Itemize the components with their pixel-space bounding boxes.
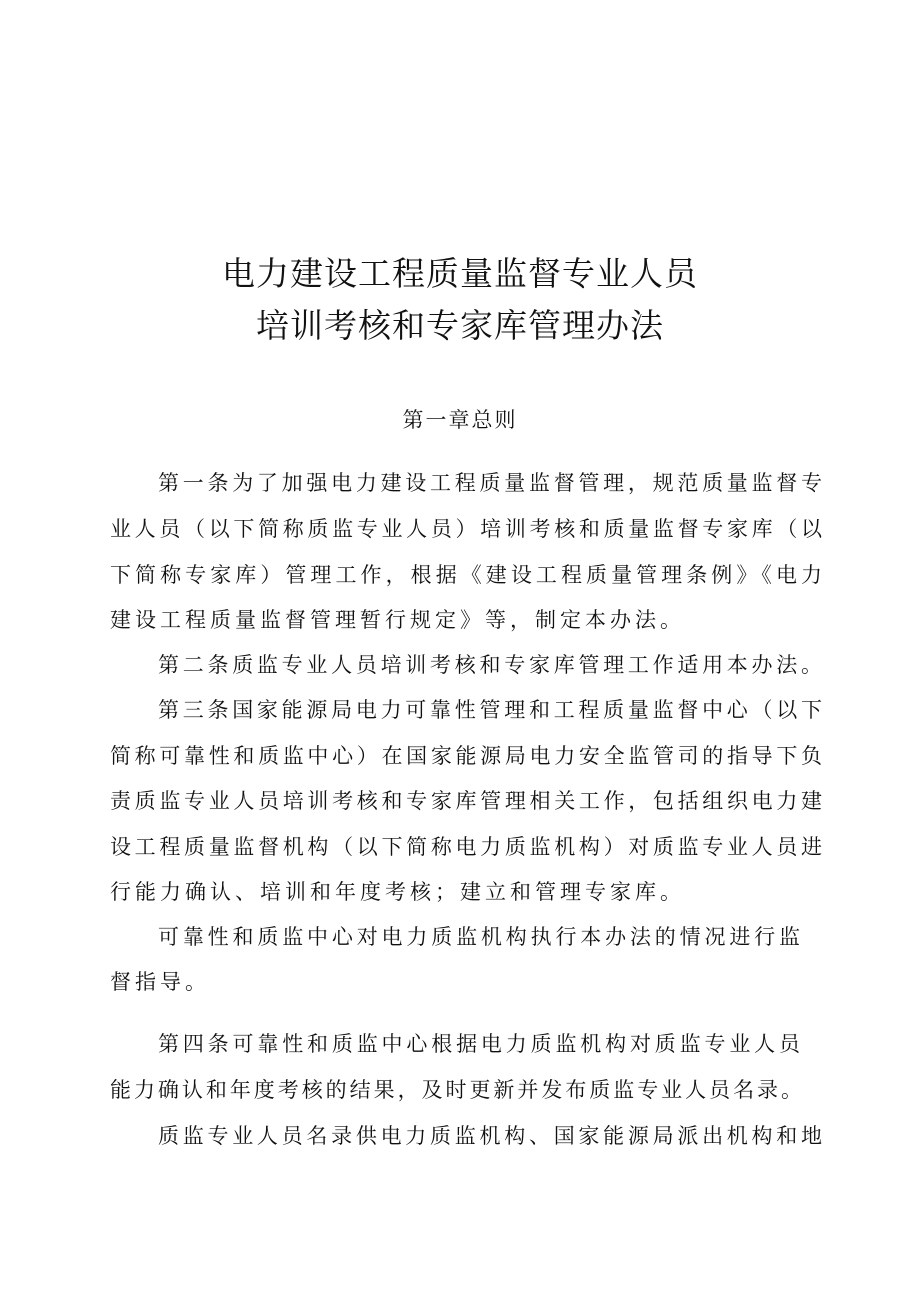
body-text-line: 责质监专业人员培训考核和专家库管理相关工作，包括组织电力建 bbox=[110, 789, 822, 813]
body-text-line: 第三条国家能源局电力可靠性管理和工程质量监督中心（以下 bbox=[158, 698, 822, 722]
body-text-line: 可靠性和质监中心对电力质监机构执行本办法的情况进行监 bbox=[158, 925, 800, 949]
body-text-line: 设工程质量监督机构（以下简称电力质监机构）对质监专业人员进 bbox=[110, 835, 822, 859]
body-text-line: 第一条为了加强电力建设工程质量监督管理，规范质量监督专 bbox=[158, 471, 822, 495]
body-text-line: 业人员（以下简称质监专业人员）培训考核和质量监督专家库（以 bbox=[110, 517, 822, 541]
body-text-line: 督指导。 bbox=[110, 970, 210, 994]
document-title-line-1: 电力建设工程质量监督专业人员 bbox=[222, 254, 698, 293]
body-text-line: 质监专业人员名录供电力质监机构、国家能源局派出机构和地 bbox=[158, 1124, 822, 1148]
body-text-line: 第二条质监专业人员培训考核和专家库管理工作适用本办法。 bbox=[158, 653, 822, 677]
body-text-line: 能力确认和年度考核的结果，及时更新并发布质监专业人员名录。 bbox=[110, 1078, 802, 1102]
body-text-line: 建设工程质量监督管理暂行规定》等，制定本办法。 bbox=[110, 608, 685, 632]
body-text-line: 第四条可靠性和质监中心根据电力质监机构对质监专业人员 bbox=[158, 1032, 800, 1056]
document-title-line-2: 培训考核和专家库管理办法 bbox=[256, 306, 664, 345]
body-text-line: 简称可靠性和质监中心）在国家能源局电力安全监管司的指导下负 bbox=[110, 744, 822, 768]
body-text-line: 下简称专家库）管理工作，根据《建设工程质量管理条例》《电力 bbox=[110, 563, 822, 587]
chapter-heading: 第一章总则 bbox=[402, 408, 518, 432]
body-text-line: 行能力确认、培训和年度考核；建立和管理专家库。 bbox=[110, 880, 685, 904]
